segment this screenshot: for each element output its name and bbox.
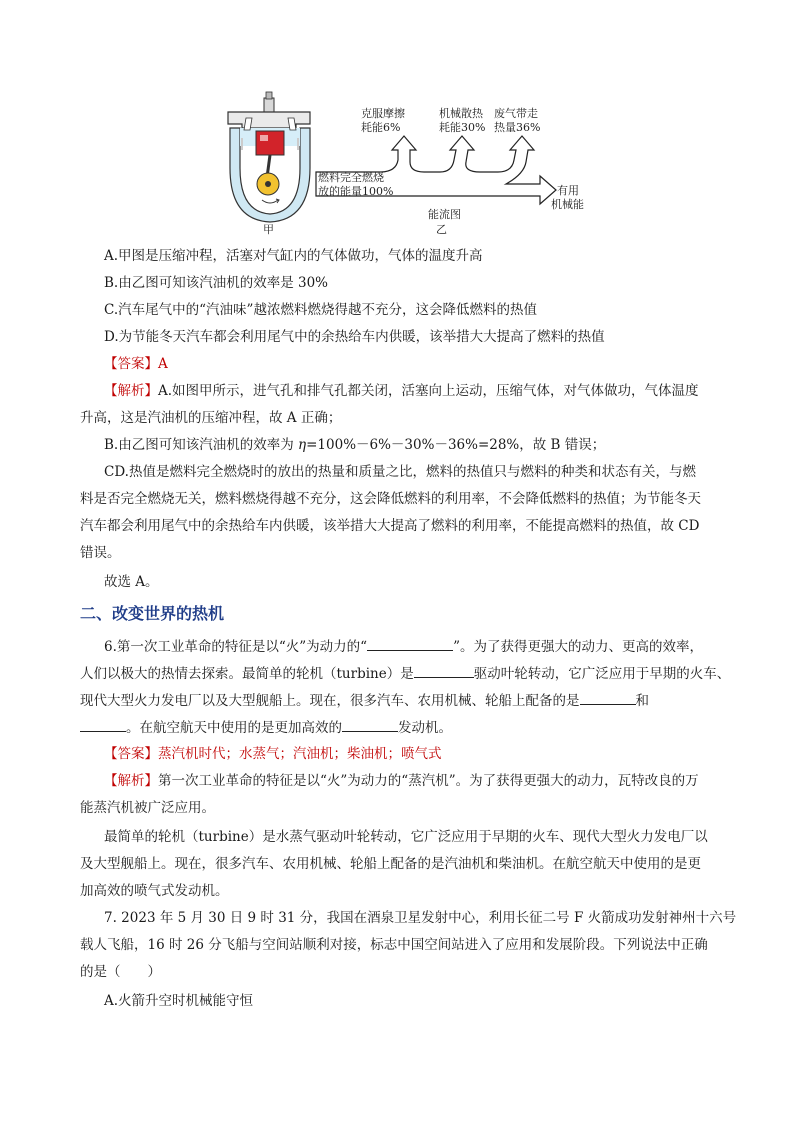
q5-analysis-text-3b: =100%－6%－30%－36%=28%，故 B 错误； — [306, 437, 606, 453]
exhaust-label-line2: 热量36% — [494, 121, 541, 134]
q5-analysis-text-7: 错误。 — [80, 545, 121, 561]
q6-text-3b: 和 — [635, 693, 649, 709]
q6-answer-line — [104, 744, 744, 764]
answer-blank — [342, 717, 398, 732]
q6-text-1a: 6.第一次工业革命的特征是以“火”为动力的“ — [104, 639, 368, 655]
answer-blank — [80, 717, 126, 732]
q6-analysis-text-1: 第一次工业革命的特征是以“火”为动力的“蒸汽机”。为了获得更强大的动力，瓦特改良的万 — [158, 773, 699, 789]
q6-text-3a: 现代大型火力发电厂以及大型舰船上。现在，很多汽车、农用机械、轮船上配备的是 — [80, 693, 580, 709]
flow-title: 能流图 — [428, 208, 461, 221]
q7-option-a: A.火箭升空时机械能守恒 — [104, 993, 254, 1009]
useful-label-line2: 机械能 — [551, 198, 584, 211]
q5-option-c: C.汽车尾气中的“汽油味”越浓燃料燃烧得越不充分，这会降低燃料的热值 — [104, 302, 537, 318]
analysis-tag: 【解析】 — [104, 773, 158, 789]
input-label-line2: 放的能量100% — [318, 185, 394, 198]
answer-tag: 【答案】 — [104, 356, 158, 372]
useful-label-line1: 有用 — [557, 184, 579, 197]
q5-option-a: A.甲图是压缩冲程，活塞对气缸内的气体做功，气体的温度升高 — [104, 248, 483, 264]
q6-line-3 — [80, 690, 720, 711]
q6-text-1b: ”。为了获得更强大的动力、更高的效率， — [453, 639, 703, 655]
q6-analysis-text-5: 加高效的喷气式发动机。 — [80, 883, 229, 899]
input-label-line1: 燃料完全燃烧 — [318, 171, 384, 184]
q5-analysis-text-6: 汽车都会利用尾气中的余热给车内供暖，该举措大大提高了燃料的利用率，不能提高燃料的热值，故 CD — [80, 518, 700, 534]
engine-diagram — [228, 92, 310, 222]
heat-label-line2: 耗能30% — [439, 121, 486, 134]
efficiency-symbol: η — [298, 437, 307, 453]
q5-analysis-line — [104, 381, 744, 401]
answer-blank — [414, 663, 474, 678]
q5-answer-line — [104, 354, 744, 374]
q5-option-d: D.为节能冬天汽车都会利用尾气中的余热给车内供暖，该举措大大提高了燃料的热值 — [104, 329, 605, 345]
q5-option-b: B.由乙图可知该汽油机的效率是 30% — [104, 275, 329, 291]
friction-label-line1: 克服摩擦 — [361, 107, 405, 120]
figure-yi-caption: 乙 — [436, 223, 447, 236]
q6-text-2b: 驱动叶轮转动，它广泛应用于早期的火车、 — [473, 666, 731, 682]
answer-tag: 【答案】 — [104, 746, 158, 762]
answer-blank — [580, 690, 636, 705]
q5-analysis-text-2: 升高，这是汽油机的压缩冲程，故 A 正确； — [80, 410, 342, 426]
q6-line-2 — [80, 663, 731, 684]
q6-line-4 — [80, 717, 720, 738]
q5-analysis-text-5: 料是否完全燃烧无关，燃料燃烧得越不充分，这会降低燃料的利用率，不会降低燃料的热值；为节能冬天 — [80, 491, 701, 507]
physics-figure — [0, 0, 794, 240]
friction-label-line2: 耗能6% — [361, 121, 401, 134]
q6-analysis-text-4: 及大型舰船上。现在，很多汽车、农用机械、轮船上配备的是汽油机和柴油机。在航空航天中使用的是更 — [80, 856, 701, 872]
q6-analysis-text-3: 最简单的轮机（turbine）是水蒸气驱动叶轮转动，它广泛应用于早期的火车、现代大型火力发电厂以 — [104, 829, 708, 845]
answer-blank — [367, 636, 453, 651]
q7-line-2: 载人飞船，16 时 26 分飞船与空间站顺利对接，标志中国空间站进入了应用和发展阶段。下列说法中正确 — [80, 937, 708, 953]
section-heading: 二、改变世界的热机 — [80, 604, 225, 623]
q5-analysis-text-3a: B.由乙图可知该汽油机的效率为 — [104, 437, 299, 453]
q7-line-1: 7. 2023 年 5 月 30 日 9 时 31 分，我国在酒泉卫星发射中心，利用长征二号 F 火箭成功发射神州十六号 — [104, 910, 737, 926]
answer-value: A — [158, 356, 168, 372]
q6-analysis-line — [104, 771, 744, 791]
answer-value: 蒸汽机时代；水蒸气；汽油机；柴油机；喷气式 — [158, 746, 442, 762]
exhaust-label-line1: 废气带走 — [494, 107, 538, 120]
heat-label-line1: 机械散热 — [439, 107, 483, 120]
q6-analysis-text-2: 能蒸汽机被广泛应用。 — [80, 800, 215, 816]
q5-conclusion: 故选 A。 — [104, 574, 159, 590]
figure-jia-caption: 甲 — [263, 223, 274, 236]
q6-text-2a: 人们以极大的热情去探索。最简单的轮机（turbine）是 — [80, 666, 414, 682]
analysis-tag: 【解析】 — [104, 383, 158, 399]
q5-analysis-text-1: A.如图甲所示，进气孔和排气孔都关闭，活塞向上运动，压缩气体，对气体做功，气体温度 — [158, 383, 699, 399]
q6-text-4a: 。在航空航天中使用的是更加高效的 — [126, 720, 342, 736]
q6-line-1 — [104, 636, 744, 657]
q6-text-4b: 发动机。 — [398, 720, 452, 736]
q7-line-3: 的是（ ） — [80, 964, 161, 980]
q5-analysis-line-3 — [104, 435, 744, 455]
q5-analysis-text-4: CD.热值是燃料完全燃烧时的放出的热量和质量之比，燃料的热值只与燃料的种类和状态有关，与燃 — [104, 464, 696, 480]
